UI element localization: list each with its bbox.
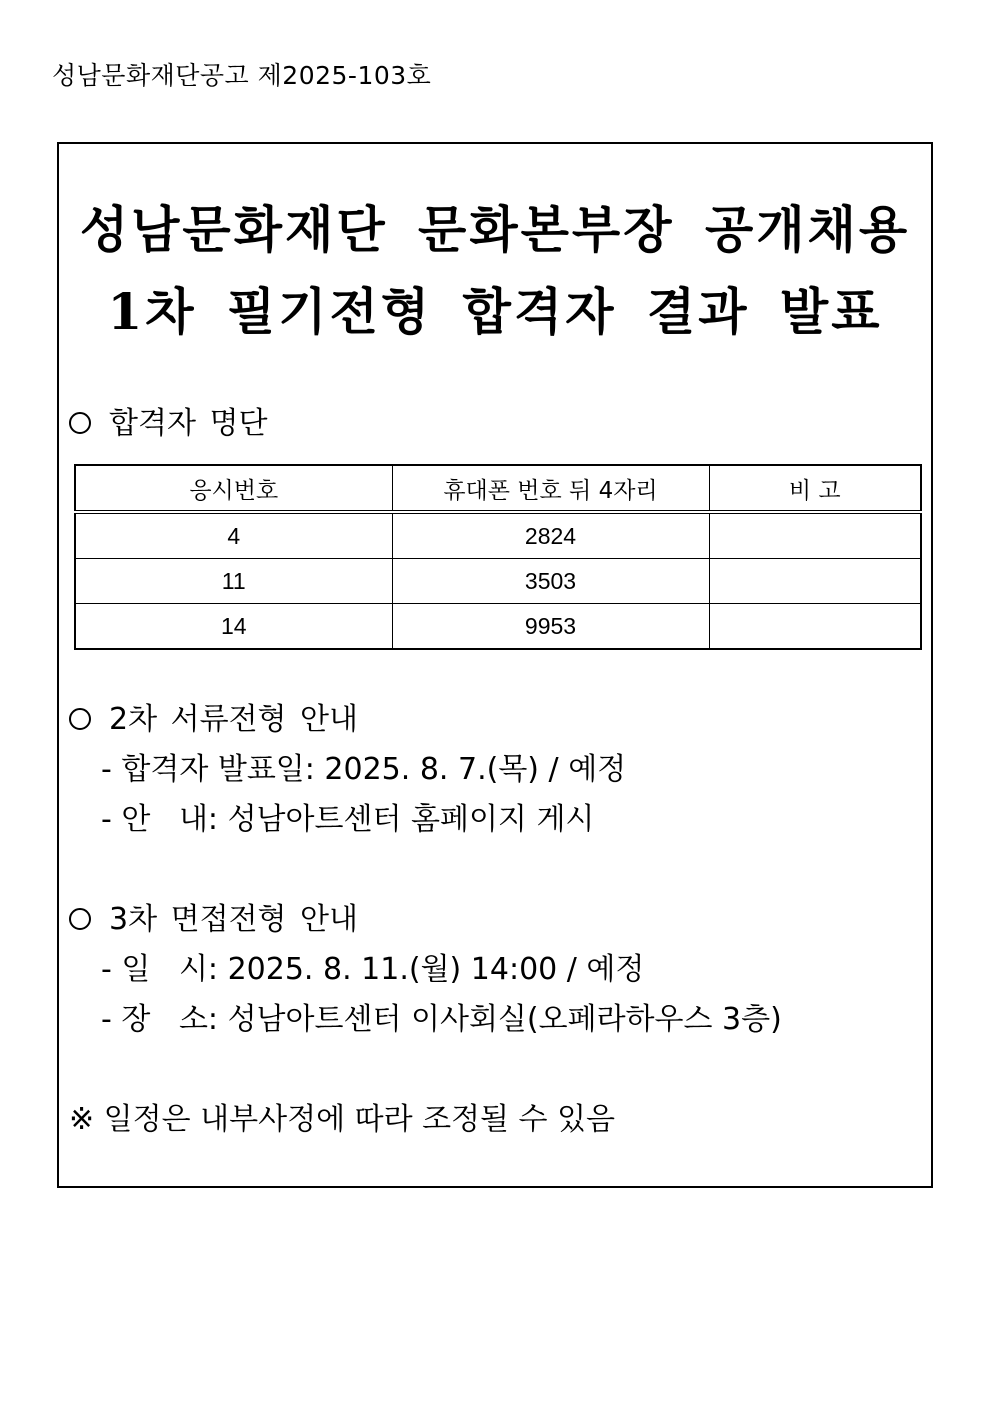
cell-phone-last4: 3503	[392, 559, 709, 604]
round3-location: - 장 소: 성남아트센터 이사회실(오페라하우스 3층)	[101, 1002, 782, 1037]
passers-heading	[69, 406, 267, 442]
cell-exam-number: 11	[75, 559, 392, 604]
cell-exam-number: 4	[75, 512, 392, 559]
cell-remarks	[709, 512, 921, 559]
title-line-1: 성남문화재단 문화본부장 공개채용	[79, 200, 911, 259]
round2-notice: - 안 내: 성남아트센터 홈페이지 게시	[101, 802, 595, 837]
circle-bullet-icon	[69, 708, 91, 730]
circle-bullet-icon	[69, 412, 91, 434]
passers-heading-text: 합격자 명단	[109, 406, 268, 441]
table-row	[75, 559, 921, 604]
round3-heading-text: 3차 면접전형 안내	[109, 902, 359, 937]
schedule-note: ※ 일정은 내부사정에 따라 조정될 수 있음	[69, 1102, 616, 1137]
cell-remarks	[709, 559, 921, 604]
round2-heading	[69, 702, 358, 738]
announcement-box	[57, 142, 933, 1188]
round3-datetime: - 일 시: 2025. 8. 11.(월) 14:00 / 예정	[101, 952, 645, 987]
round2-announcement-date: - 합격자 발표일: 2025. 8. 7.(목) / 예정	[101, 752, 627, 787]
title-line-2: 1차 필기전형 합격자 결과 발표	[107, 282, 883, 341]
cell-phone-last4: 2824	[392, 512, 709, 559]
round3-heading	[69, 902, 358, 938]
header-phone-last4: 휴대폰 번호 뒤 4자리	[392, 465, 709, 512]
cell-exam-number: 14	[75, 604, 392, 650]
cell-remarks	[709, 604, 921, 650]
passers-table	[74, 464, 922, 650]
header-remarks: 비 고	[709, 465, 921, 512]
table-header-row	[75, 465, 921, 512]
circle-bullet-icon	[69, 908, 91, 930]
table-row	[75, 604, 921, 650]
cell-phone-last4: 9953	[392, 604, 709, 650]
header-exam-number: 응시번호	[75, 465, 392, 512]
round2-heading-text: 2차 서류전형 안내	[109, 702, 359, 737]
notice-number: 성남문화재단공고 제2025-103호	[52, 61, 432, 90]
table-row	[75, 512, 921, 559]
